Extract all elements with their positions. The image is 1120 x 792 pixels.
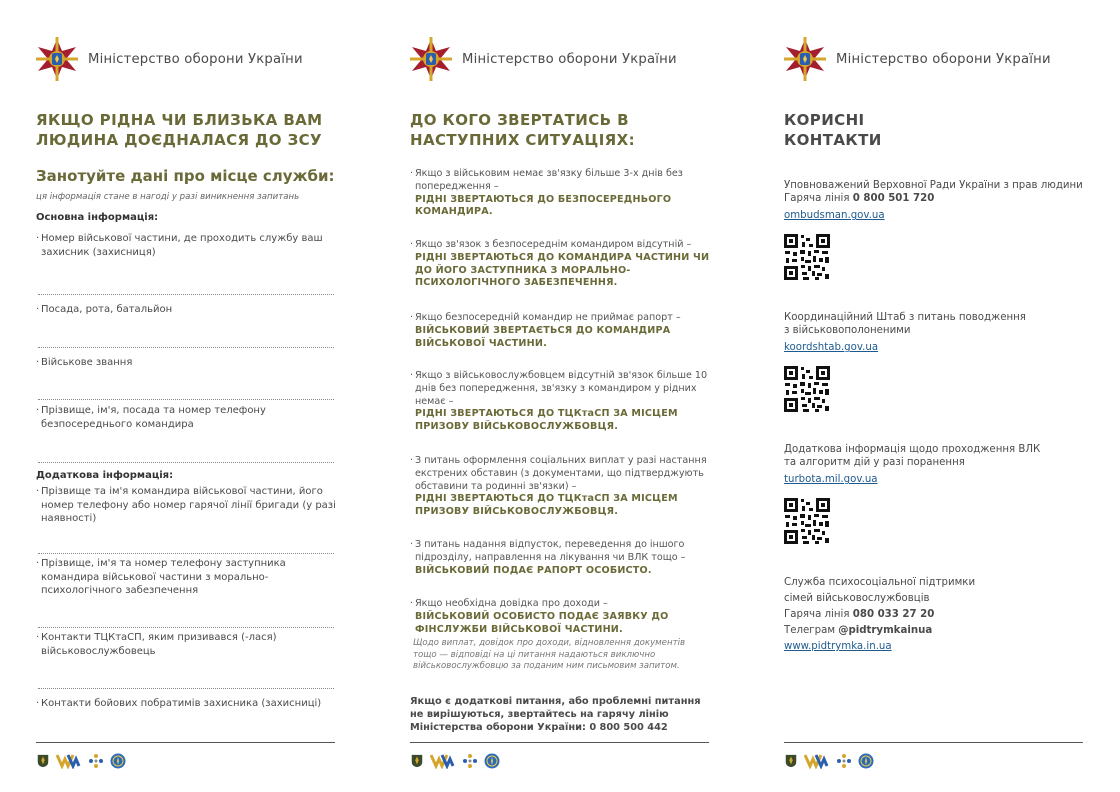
qr-code-icon [784, 366, 830, 412]
fill-line[interactable] [38, 688, 334, 689]
footer-divider [784, 742, 1083, 743]
hotline-label: Гаряча лінія [784, 609, 853, 620]
situation-text: Якщо зв'язок з безпосереднім командиром відсутній – [415, 239, 692, 250]
panel-title: ЯКЩО РІДНА ЧИ БЛИЗЬКА ВАМ ЛЮДИНА ДОЄДНАЛАСЯ ДО ЗСУ [36, 111, 323, 149]
field-label: Прізвище, ім'я, посада та номер телефону безпосереднього командира [41, 405, 266, 430]
contact-name: Служба психосоціальної підтримки [784, 577, 976, 588]
situation-note: Щодо виплат, довідок про доходи, відновлення документів тощо — відповіді на ці питання надаються виключно військовослужбовцю за поданим ним письмовим запитом. [413, 638, 686, 672]
ministry-name: Міністерство оборони України [462, 51, 677, 67]
situation-item: · З питань оформлення соціальних виплат у разі настання екстрених обставин (з документами, що підтверджують обставини та родинні зв'язки) – РІДНІ ЗВЕРТАЮТЬСЯ ДО ТЦКтаСП ЗА МІСЦЕМ ПРИЗОВУ ВІЙСЬКОВОСЛУЖБОВЦЯ. [410, 455, 710, 519]
field-label: Прізвище та ім'я командира військової частини, його номер телефону або номер гарячої лінії бригади (у разі наявності) [41, 486, 336, 524]
panel-subtitle: Занотуйте дані про місце служби: [36, 167, 335, 185]
panel-title: КОРИСНІ КОНТАКТИ [784, 111, 882, 149]
hotline-label: Гаряча лінія [784, 193, 853, 205]
panel-record-service-data [36, 0, 336, 792]
telegram-handle[interactable]: @pidtrymkainua [838, 625, 933, 636]
form-field-rank: · Військове звання [36, 356, 336, 370]
panel-title: ДО КОГО ЗВЕРТАТИСЬ В НАСТУПНИХ СИТУАЦІЯХ: [410, 111, 635, 149]
situation-action: РІДНІ ЗВЕРТАЮТЬСЯ ДО ТЦКтаСП ЗА МІСЦЕМ ПРИЗОВУ ВІЙСЬКОВОСЛУЖБОВЦЯ. [415, 408, 678, 433]
fill-line[interactable] [38, 399, 334, 400]
contact-pidtrymka [784, 575, 1094, 655]
round-seal-logo-icon [484, 753, 500, 769]
field-label: Контакти ТЦКтаСП, яким призивався (-лася) військовослужбовець [41, 632, 277, 657]
contact-name: Уповноважений Верховної Ради України з прав людини [784, 180, 1083, 191]
field-label: Номер військової частини, де проходить службу ваш захисник (захисниця) [41, 233, 323, 258]
field-label: Посада, рота, батальйон [41, 304, 173, 315]
form-field-position: · Посада, рота, батальйон [36, 303, 336, 317]
mod-emblem-icon [784, 37, 826, 81]
situation-text: Якщо з військовим немає зв'язку більше 3-х днів без попередження – [415, 168, 683, 192]
form-field-unit-commander: · Прізвище та ім'я командира військової частини, його номер телефону або номер гарячої лінії бригади (у разі наявності) [36, 486, 336, 524]
contact-hotline [784, 607, 1094, 623]
situation-action: РІДНІ ЗВЕРТАЮТЬСЯ ДО КОМАНДИРА ЧАСТИНИ ЧИ ДО ЙОГО ЗАСТУПНИКА З МОРАЛЬНО-ПСИХОЛОГІЧНОГО ЗАБЕЗПЕЧЕННЯ. [415, 251, 710, 289]
partner-logos [784, 751, 874, 771]
fill-line[interactable] [38, 462, 334, 463]
dots-logo-icon [462, 753, 478, 769]
contact-name: Координаційний Штаб з питань поводження [784, 312, 1026, 323]
form-field-deputy-commander: · Прізвище, ім'я та номер телефону заступника командира військової частини з морально-психологічного забезпечення [36, 557, 336, 598]
shield-logo-icon [36, 753, 50, 769]
turbota-link[interactable]: turbota.mil.gov.ua [784, 474, 878, 486]
round-seal-logo-icon [858, 753, 874, 769]
panel-note: ця інформація стане в нагоді у разі виникнення запитань [36, 192, 300, 202]
field-label: Прізвище, ім'я та номер телефону заступника командира військової частини з морально-психологічного забезпечення [41, 558, 286, 596]
contact-turbota [784, 443, 1094, 487]
mod-emblem-icon [410, 37, 452, 81]
panel-header [410, 36, 677, 82]
situation-item: · Якщо з військовим немає зв'язку більше 3-х днів без попередження – РІДНІ ЗВЕРТАЮТЬСЯ ДО БЕЗПОСЕРЕДНЬОГО КОМАНДИРА. [410, 168, 710, 219]
form-field-commander: · Прізвище, ім'я, посада та номер телефону безпосереднього командира [36, 404, 336, 431]
hotline-note: Якщо є додаткові питання, або проблемні питання не вирішуються, звертайтесь на гарячу лінію Міністерства оборони України: 0 800 500 442 [410, 696, 701, 733]
contact-name-cont: сімей військовослужбовців [784, 593, 930, 604]
contact-name-cont: з військовополоненими [784, 325, 911, 337]
panel-whom-to-contact [410, 0, 710, 792]
form-field-unit-number: · Номер військової частини, де проходить службу ваш захисник (захисниця) [36, 232, 336, 259]
situation-action: ВІЙСЬКОВИЙ ОСОБИСТО ПОДАЄ ЗАЯВКУ ДО ФІНСЛУЖБИ ВІЙСЬКОВОЇ ЧАСТИНИ. [415, 610, 669, 635]
situation-item: · Якщо з військовослужбовцем відсутній зв'язок більше 10 днів без попередження, зв'язку з командиром у рідних немає – РІДНІ ЗВЕРТАЮТЬСЯ ДО ТЦКтаСП ЗА МІСЦЕМ ПРИЗОВУ ВІЙСЬКОВОСЛУЖБОВЦЯ. [410, 370, 710, 434]
situation-item: · Якщо необхідна довідка про доходи – ВІЙСЬКОВИЙ ОСОБИСТО ПОДАЄ ЗАЯВКУ ДО ФІНСЛУЖБИ ВІЙСЬКОВОЇ ЧАСТИНИ. Щодо виплат, довідок про доходи, відновлення документів тощо — відповіді на ці питання надаються виключно військовослужбовцю за поданим ним письмовим запитом. [410, 598, 710, 673]
ministry-name: Міністерство оборони України [88, 51, 303, 67]
situation-text: Якщо з військовослужбовцем відсутній зв'язок більше 10 днів без попередження, зв'язку з командиром у рідних немає – [415, 370, 708, 407]
panel-useful-contacts [784, 0, 1084, 792]
form-field-tck-contacts: · Контакти ТЦКтаСП, яким призивався (-лася) військовослужбовець [36, 631, 336, 658]
situation-action: ВІЙСЬКОВИЙ ПОДАЄ РАПОРТ ОСОБИСТО. [415, 564, 652, 576]
telegram-label: Телеграм [784, 625, 839, 636]
fill-line[interactable] [38, 347, 334, 348]
shield-logo-icon [410, 753, 424, 769]
situation-action: РІДНІ ЗВЕРТАЮТЬСЯ ДО ТЦКтаСП ЗА МІСЦЕМ ПРИЗОВУ ВІЙСЬКОВОСЛУЖБОВЦЯ. [415, 493, 678, 518]
form-field-comrades: · Контакти бойових побратимів захисника (захисниці) [36, 697, 336, 711]
field-label: Військове звання [41, 357, 133, 368]
fill-line[interactable] [38, 294, 334, 295]
dots-logo-icon [836, 753, 852, 769]
situation-text: З питань оформлення соціальних виплат у разі настання екстрених обставин (з документами, що підтверджують обставини та родинні зв'язки) – [415, 455, 707, 492]
contact-telegram [784, 623, 1094, 639]
hotline-number: 080 033 27 20 [852, 609, 935, 620]
fill-line[interactable] [38, 553, 334, 554]
field-label: Контакти бойових побратимів захисника (захисниці) [41, 698, 322, 709]
section-heading-main: Основна інформація: [36, 212, 159, 223]
situation-text: З питань надання відпусток, переведення до іншого підрозділу, направлення на лікування чи ВЛК тощо – [415, 539, 686, 563]
panel-header [784, 36, 1051, 82]
qr-code-icon [784, 498, 830, 544]
contact-name-cont: та алгоритм дій у разі поранення [784, 457, 965, 469]
panel-header [36, 36, 303, 82]
footer-divider [36, 742, 335, 743]
partner-logos [410, 751, 500, 771]
situation-item: · Якщо зв'язок з безпосереднім командиром відсутній – РІДНІ ЗВЕРТАЮТЬСЯ ДО КОМАНДИРА ЧАСТИНИ ЧИ ДО ЙОГО ЗАСТУПНИКА З МОРАЛЬНО-ПСИХОЛОГІЧНОГО ЗАБЕЗПЕЧЕННЯ. [410, 239, 710, 289]
situation-text: Якщо необхідна довідка про доходи – [415, 598, 608, 609]
shield-logo-icon [784, 753, 798, 769]
w-logo-icon [804, 753, 830, 769]
fill-line[interactable] [38, 627, 334, 628]
situation-text: Якщо безпосередній командир не приймає рапорт – [415, 312, 681, 323]
ombudsman-link[interactable]: ombudsman.gov.ua [784, 210, 885, 222]
partner-logos [36, 751, 126, 771]
section-heading-extra: Додаткова інформація: [36, 470, 174, 481]
footer-divider [410, 742, 709, 743]
hotline-number: 0 800 501 720 [852, 193, 935, 205]
contact-hotline [784, 192, 1094, 205]
contact-name: Додаткова інформація щодо проходження ВЛК [784, 444, 1041, 455]
pidtrymka-link[interactable]: www.pidtrymka.in.ua [784, 641, 892, 652]
situation-action: ВІЙСЬКОВИЙ ЗВЕРТАЄТЬСЯ ДО КОМАНДИРА ВІЙСЬКОВОЇ ЧАСТИНИ. [415, 324, 671, 349]
contact-ombudsman [784, 179, 1094, 223]
mod-emblem-icon [36, 37, 78, 81]
ministry-name: Міністерство оборони України [836, 51, 1051, 67]
koordshtab-link[interactable]: koordshtab.gov.ua [784, 342, 879, 354]
w-logo-icon [56, 753, 82, 769]
contact-koordshtab [784, 311, 1094, 355]
dots-logo-icon [88, 753, 104, 769]
situation-item: · З питань надання відпусток, переведення до іншого підрозділу, направлення на лікування чи ВЛК тощо – ВІЙСЬКОВИЙ ПОДАЄ РАПОРТ ОСОБИСТО. [410, 539, 710, 577]
qr-code-icon [784, 234, 830, 280]
round-seal-logo-icon [110, 753, 126, 769]
situation-action: РІДНІ ЗВЕРТАЮТЬСЯ ДО БЕЗПОСЕРЕДНЬОГО КОМАНДИРА. [415, 193, 672, 218]
situation-item: · Якщо безпосередній командир не приймає рапорт – ВІЙСЬКОВИЙ ЗВЕРТАЄТЬСЯ ДО КОМАНДИРА ВІЙСЬКОВОЇ ЧАСТИНИ. [410, 312, 710, 350]
w-logo-icon [430, 753, 456, 769]
